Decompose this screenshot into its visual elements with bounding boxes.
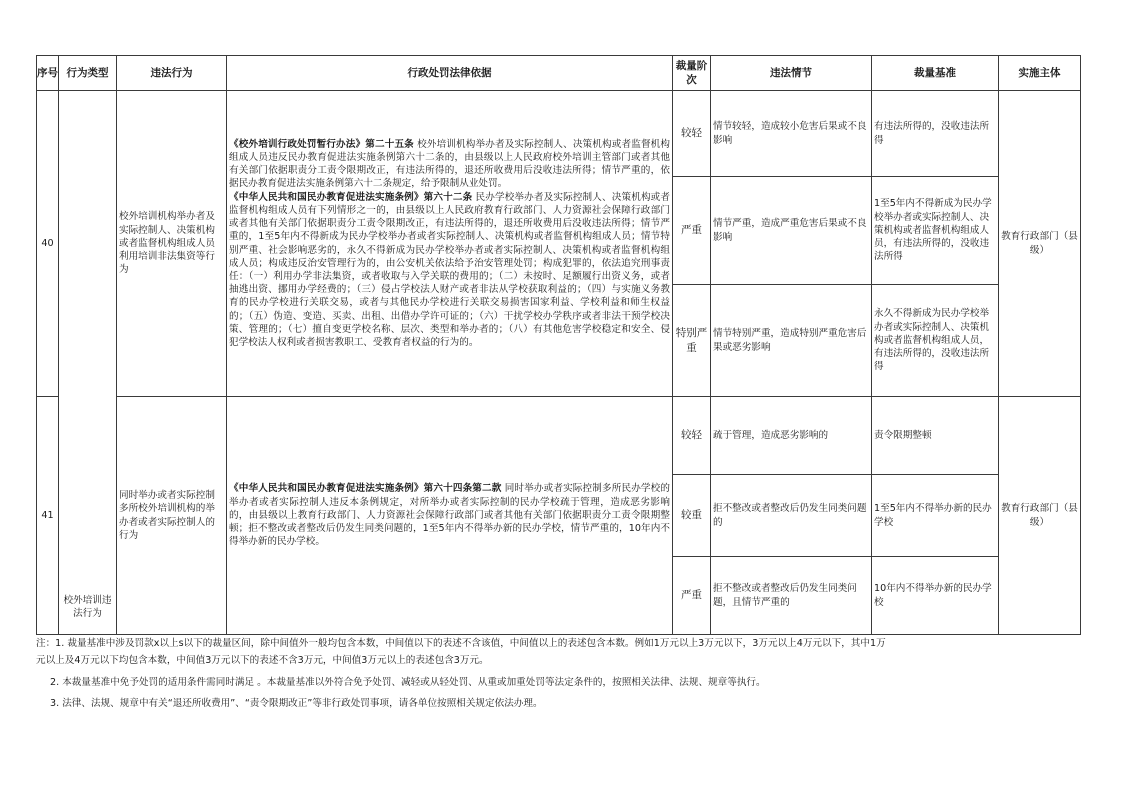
penalty-table <box>36 55 1081 635</box>
table-row <box>37 91 1081 177</box>
standard-cell: 永久不得新成为民办学校举办者或实际控制人、决策机构或者监督机构组成人员，有违法所得的，没收违法所得 <box>872 285 999 397</box>
note-1 <box>36 636 1080 670</box>
circumstance-cell: 拒不整改或者整改后仍发生同类问题，且情节严重的 <box>711 557 872 635</box>
notes-section <box>36 636 1080 713</box>
table-row <box>37 397 1081 475</box>
basis-cell <box>227 397 673 635</box>
circumstance-cell: 情节严重，造成严重危害后果或不良影响 <box>711 177 872 285</box>
circumstance-cell: 情节较轻，造成较小危害后果或不良影响 <box>711 91 872 177</box>
basis-text: 同时举办或者实际控制多所民办学校的举办者或者实际控制人违反本条例规定，对所举办或者实际控制的民办学校疏于管理，造成恶劣影响的，由县级以上教育行政部门、人力资源社会保障行政部门或者其他有关部门依据职责分工责令限期整顿；拒不整改或者整改后仍发生同类问题的，1至5年内不得举办新的民办学校，情节严重的，10年内不得举办新的民办学校。 <box>229 483 670 548</box>
note-3: 3. 法律、法规、规章中有关“退还所收费用”、“责令限期改正”等非行政处罚事项，请各单位按照相关规定依法办理。 <box>50 698 543 710</box>
col-header-basis: 行政处罚法律依据 <box>227 56 673 91</box>
col-header-std: 裁量基准 <box>872 56 999 91</box>
act-cell: 同时举办或者实际控制多所校外培训机构的举办者或者实际控制人的行为 <box>117 397 227 635</box>
level-cell: 严重 <box>673 177 711 285</box>
row-no: 41 <box>37 397 59 635</box>
col-header-level: 裁量阶次 <box>673 56 711 91</box>
col-header-subject: 实施主体 <box>999 56 1081 91</box>
basis-text: 校外培训机构举办者及实际控制人、决策机构或者监督机构组成人员违反民办教育促进法实施条例第六十二条的，由县级以上人民政府校外培训主管部门或者其他有关部门依据职责分工责令限期改正，有违法所得的，退还所收费用后没收违法所得；情节严重的，依据民办教育促进法实施条例第六十二条规定，给予限制从业处罚。 <box>229 138 671 190</box>
act-cell: 校外培训机构举办者及实际控制人、决策机构或者监督机构组成人员利用培训非法集资等行为 <box>117 91 227 397</box>
level-cell: 较轻 <box>673 91 711 177</box>
basis-law-title: 《中华人民共和国民办教育促进法实施条例》 <box>229 191 424 203</box>
standard-cell: 责令限期整顿 <box>872 397 999 475</box>
standard-cell: 1至5年内不得新成为民办学校举办者或实际控制人、决策机构或者监督机构组成人员，有违法所得的，没收违法所得 <box>872 177 999 285</box>
level-cell: 严重 <box>673 557 711 635</box>
basis-text: 民办学校举办者及实际控制人、决策机构或者监督机构组成人员有下列情形之一的，由县级以上人民政府教育行政部门、人力资源社会保障行政部门或者其他有关部门依据职责分工责令限期改正，有违法所得的，退还所收费用后没收违法所得；情节严重的，1至5年内不得新成为民办学校举办者或者实际控制人、决策机构或者监督机构组成人员；情节特别严重、社会影响恶劣的，永久不得新成为民办学校举办者或者实际控制人、决策机构或者监督机构组成人员；构成违反治安管理行为的，由公安机关依法给予治安管理处罚；构成犯罪的，依法追究刑事责任：（一）利用办学非法集资，或者收取与入学关联的费用的；（二）未按时、足额履行出资义务，或者抽逃出资、挪用办学经费的；（三）侵占学校法人财产或者非法从学校获取利益的；（四）与实施义务教育的民办学校进行关联交易，或者与其他民办学校进行关联交易损害国家利益、学校利益和师生权益的；（五）伪造、变造、买卖、出租、出借办学许可证的；（六）干扰学校办学秩序或者非法干预学校决策、管理的；（七）擅自变更学校名称、层次、类型和举办者的；（八）有其他危害学校稳定和安全、侵犯学校法人权利或者损害教职工、受教育者权益的行为的。 <box>229 191 671 349</box>
subject-cell: 教育行政部门（县级） <box>999 91 1081 397</box>
standard-cell: 10年内不得举办新的民办学校 <box>872 557 999 635</box>
basis-article: 第二十五条 <box>365 138 414 150</box>
circumstance-cell: 情节特别严重，造成特别严重危害后果或恶劣影响 <box>711 285 872 397</box>
note-2: 2. 本裁量基准中免予处罚的适用条件需同时满足 。本裁量基准以外符合免予处罚、减轻或从轻处罚、从重或加重处罚等法定条件的，按照相关法律、法规、规章等执行。 <box>50 676 766 688</box>
col-header-act: 违法行为 <box>117 56 227 91</box>
note-1-line-2: 元以上及4万元以下均包含本数，中间值3万元以下的表述不含3万元，中间值3万元以上的表述包含3万元。 <box>36 654 489 666</box>
col-header-circ: 违法情节 <box>711 56 872 91</box>
basis-law-title: 《校外培训行政处罚暂行办法》 <box>229 138 366 150</box>
standard-cell: 有违法所得的，没收违法所得 <box>872 91 999 177</box>
basis-article: 第六十二条 <box>423 191 473 203</box>
basis-cell <box>227 91 673 397</box>
circumstance-cell: 拒不整改或者整改后仍发生同类问题的 <box>711 475 872 557</box>
standard-cell: 1至5年内不得举办新的民办学校 <box>872 475 999 557</box>
basis-article: 第六十四条第二款 <box>423 483 502 495</box>
header-row <box>37 56 1081 91</box>
circumstance-cell: 疏于管理，造成恶劣影响的 <box>711 397 872 475</box>
level-cell: 较轻 <box>673 397 711 475</box>
row-no: 40 <box>37 91 59 397</box>
note-1-line-1: 注：1. 裁量基准中涉及罚款x以上s以下的裁量区间，除中间值外一般均包含本数，中间值以下的表述不含该值，中间值以上的表述包含本数。例如1万元以上3万元以下，3万元以上4万元以下，其中1万 <box>36 638 886 649</box>
subject-cell: 教育行政部门（县级） <box>999 397 1081 635</box>
basis-law-title: 《中华人民共和国民办教育促进法实施条例》 <box>229 483 424 495</box>
level-cell: 较重 <box>673 475 711 557</box>
col-header-type: 行为类型 <box>59 56 117 91</box>
level-cell: 特别严重 <box>673 285 711 397</box>
col-header-no: 序号 <box>37 56 59 91</box>
type-cell: 校外培训违法行为 <box>59 91 117 635</box>
